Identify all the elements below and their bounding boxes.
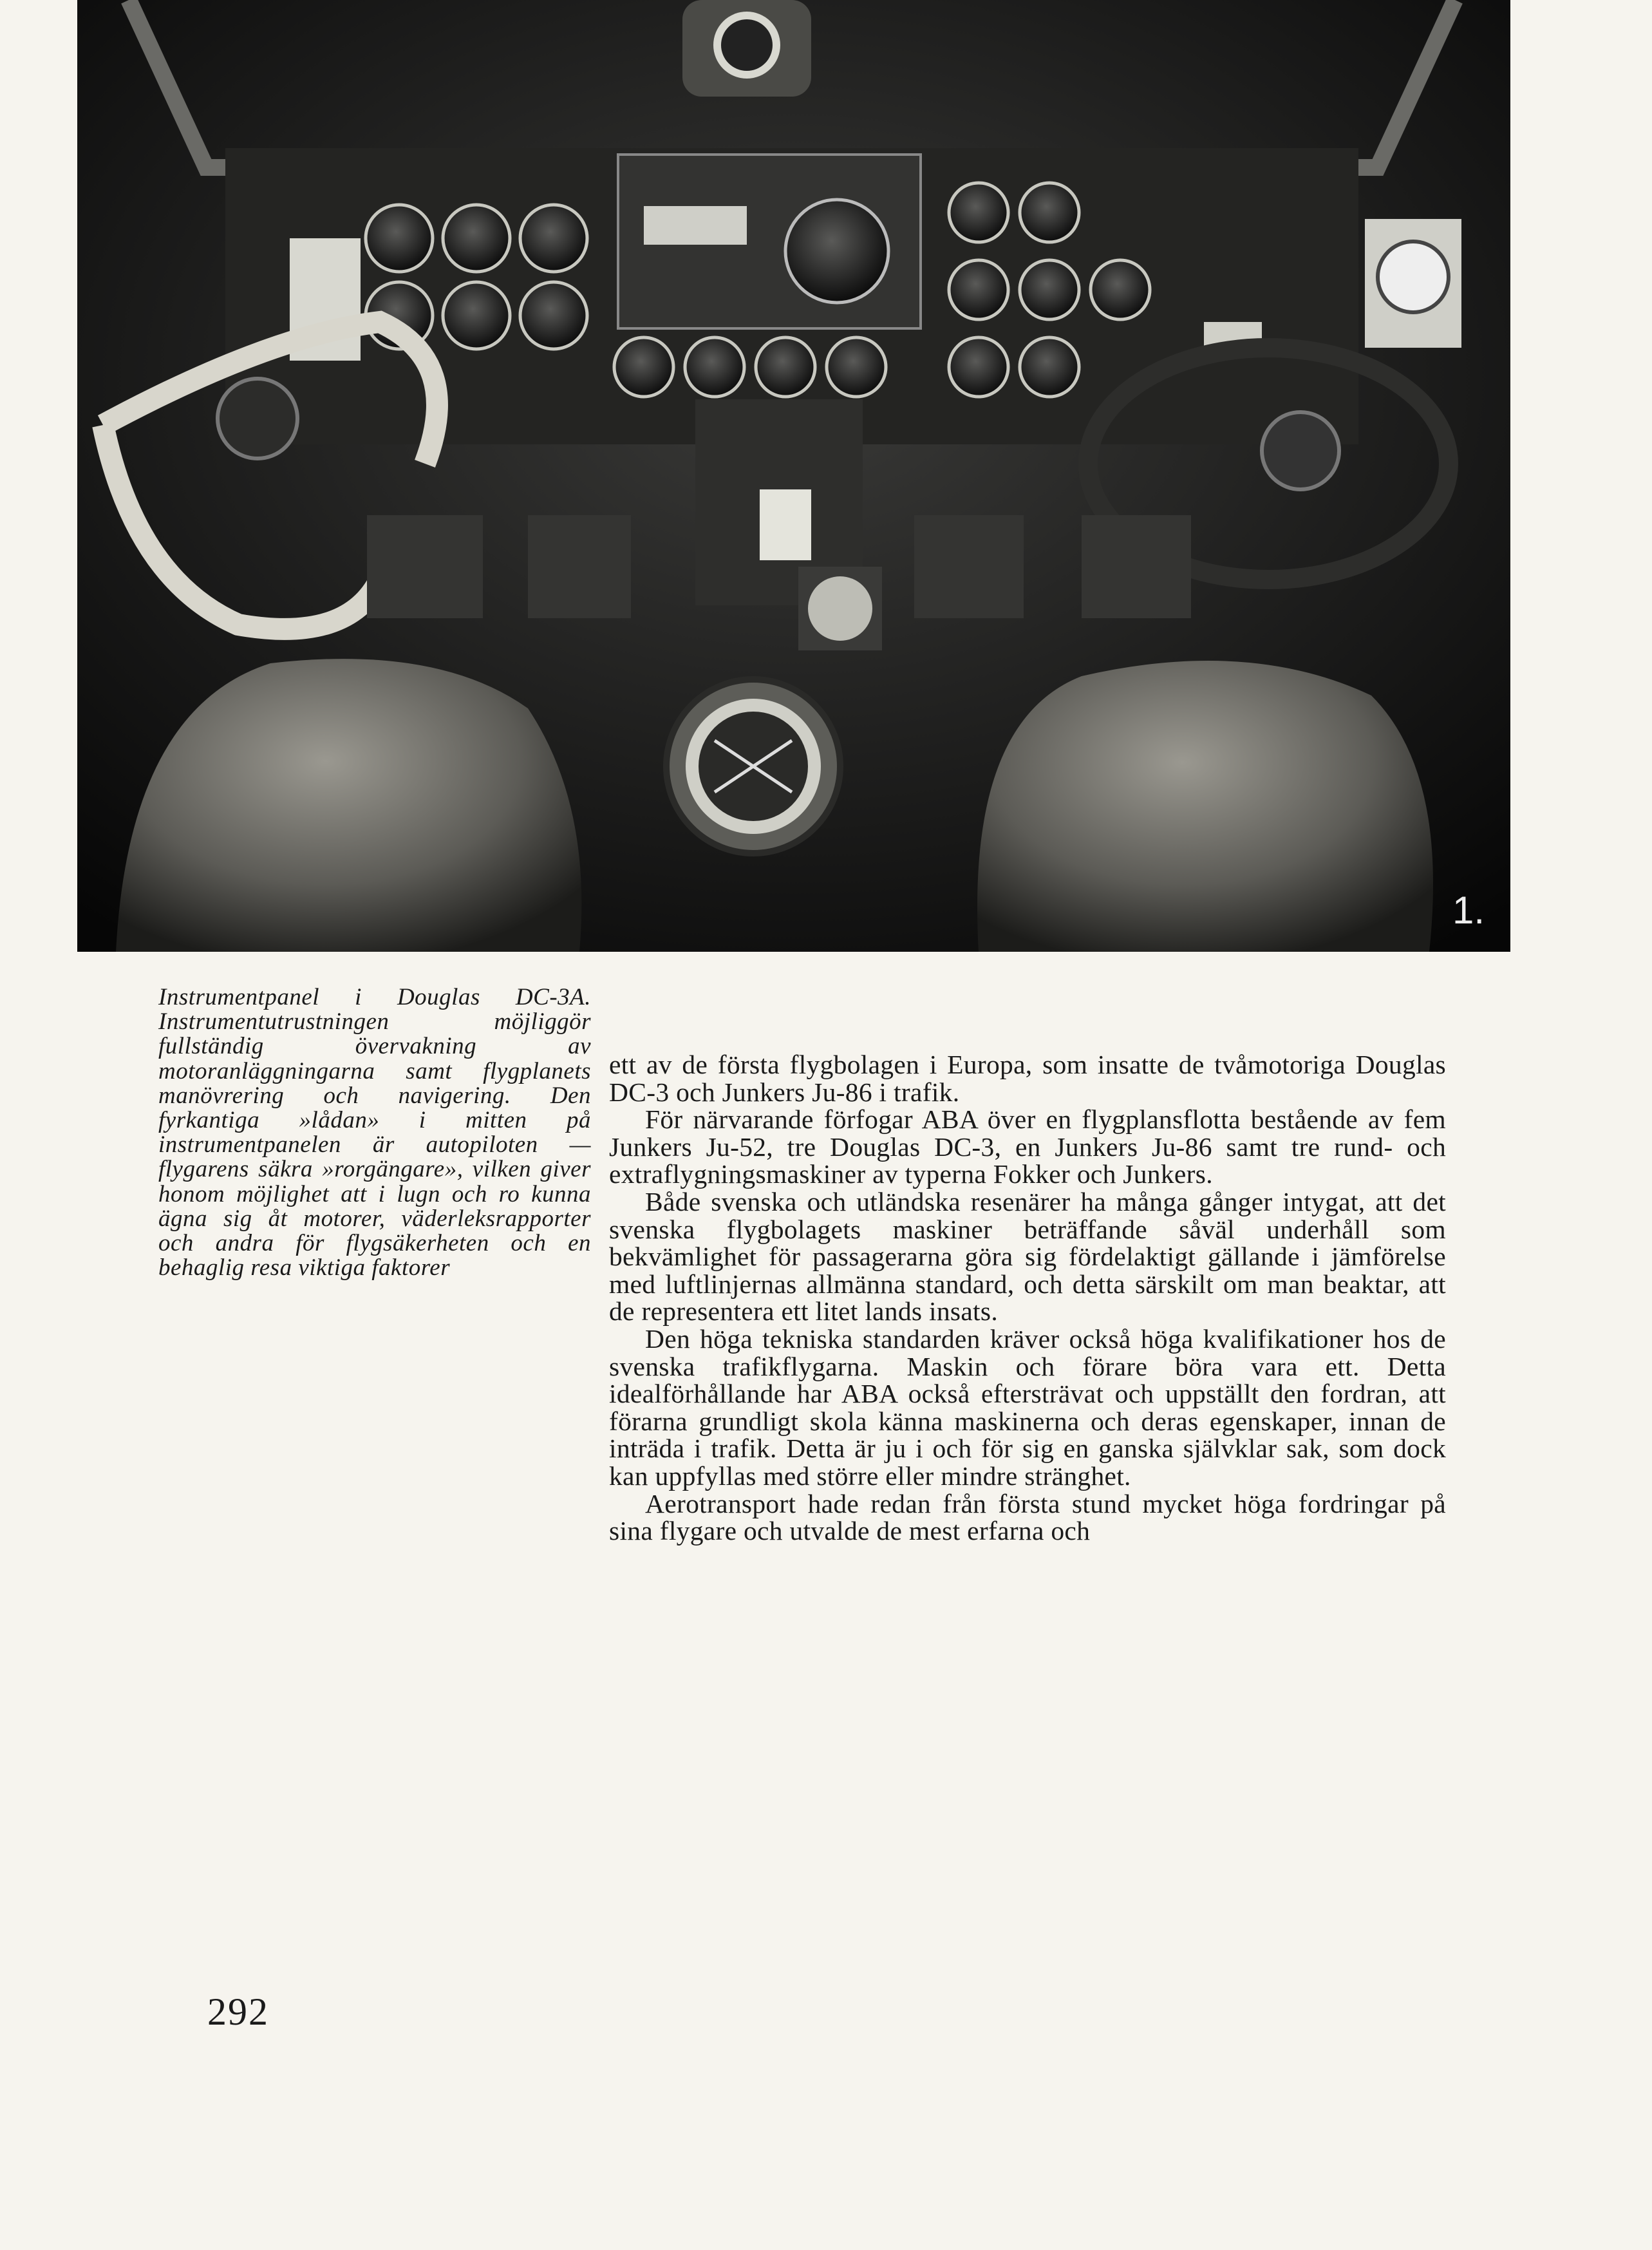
photo-corner-mark: 1. — [1452, 889, 1485, 932]
cockpit-illustration — [77, 0, 1510, 952]
body-paragraph-2: För närvarande förfogar ABA över en flygplansflotta bestående av fem Junkers Ju-52, tre Douglas DC-3, en Junkers Ju-86 samt tre rund- och extraflygningsmaskiner av typerna Fokker och Junkers. — [609, 1104, 1446, 1189]
body-paragraph-4: Den höga tekniska standarden kräver också höga kvalifikationer hos de svenska trafikflygarna. Maskin och förare böra vara ett. Detta idealförhållande har ABA också eftersträvat och uppställt den fordran, att förarna grundligt skola känna maskinerna och deras egenskaper, innan de inträda i trafik. Detta är ju i och för sig en ganska självklar sak, som dock kan uppfyllas med större eller mindre stränghet. — [609, 1323, 1446, 1491]
page-number: 292 — [207, 1990, 269, 2033]
cockpit-photo — [77, 0, 1510, 952]
body-column — [609, 1051, 1446, 1545]
body-paragraph-5: Aerotransport hade redan från första stund mycket höga fordringar på sina flygare och utvalde de mest erfarna och — [609, 1488, 1446, 1546]
photo-caption — [158, 985, 591, 1280]
body-paragraph-1: ett av de första flygbolagen i Europa, som insatte de tvåmotoriga Douglas DC-3 och Junkers Ju-86 i trafik. — [609, 1050, 1446, 1107]
caption-text: Instrumentpanel i Douglas DC-3A. Instrumentutrustningen möjliggör fullständig övervakning av motoranläggningarna samt flygplanets manövrering och navigering. Den fyrkantiga »lådan» i mitten på instrumentpanelen är autopiloten — flygarens säkra »rorgängare», vilken giver honom möjlighet att i lugn och ro kunna ägna sig åt motorer, väderleksrapporter och andra för flygsäkerheten och en behaglig resa viktiga faktorer — [158, 984, 591, 1281]
body-paragraph-3: Både svenska och utländska resenärer ha många gånger intygat, att det svenska flygbolagets maskiner beträffande såväl underhåll som bekvämlighet för passagerarna göra sig fördelaktigt gällande i jämförelse med luftlinjernas allmänna standard, och detta särskilt om man beaktar, att de representera ett litet lands insats. — [609, 1186, 1446, 1327]
